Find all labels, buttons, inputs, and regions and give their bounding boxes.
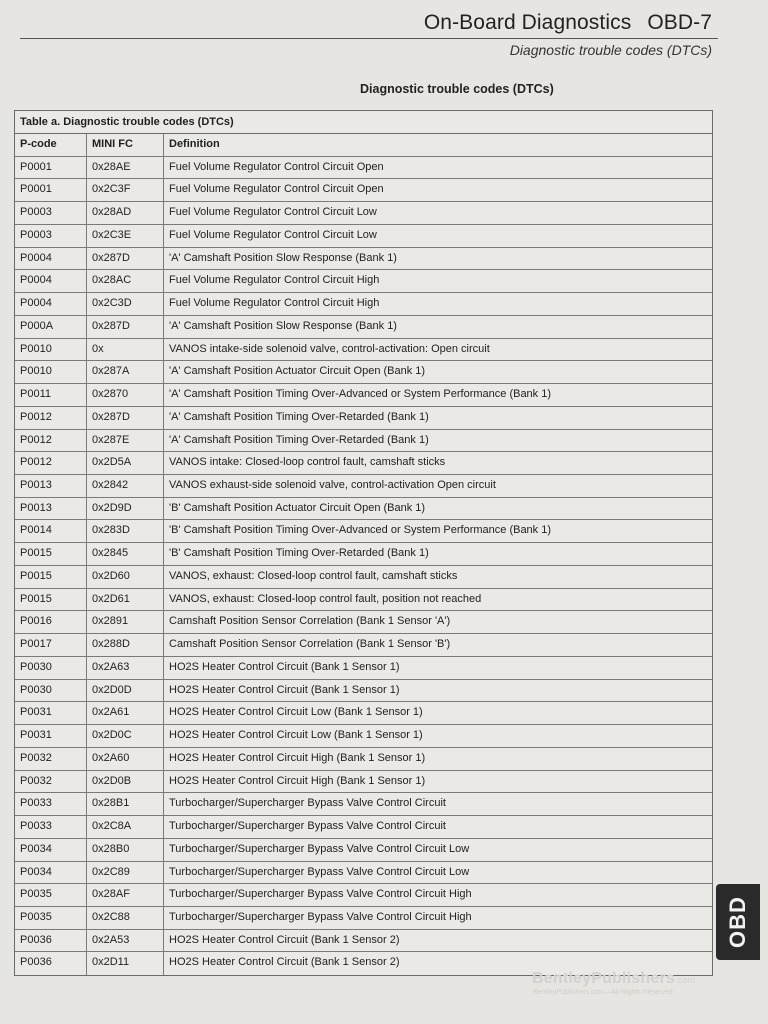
- table-row: [15, 316, 712, 339]
- cell-pcode: P0004: [15, 248, 87, 270]
- cell-pcode: P0013: [15, 498, 87, 520]
- cell-definition: 'B' Camshaft Position Timing Over-Advanced or System Performance (Bank 1): [169, 524, 552, 537]
- cell-pcode: P0031: [15, 725, 87, 747]
- cell-mini-fc: 0x2D60: [87, 566, 164, 588]
- table-row: [15, 270, 712, 293]
- table-row: [15, 680, 712, 703]
- cell-pcode: P0030: [15, 657, 87, 679]
- cell-definition: 'B' Camshaft Position Actuator Circuit Open (Bank 1): [169, 501, 426, 514]
- cell-mini-fc: 0x2A53: [87, 930, 164, 952]
- cell-definition: HO2S Heater Control Circuit Low (Bank 1 Sensor 1): [169, 706, 423, 719]
- cell-pcode: P0036: [15, 952, 87, 975]
- cell-definition: Camshaft Position Sensor Correlation (Bank 1 Sensor 'A'): [169, 615, 451, 628]
- cell-definition: VANOS exhaust-side solenoid valve, control-activation Open circuit: [169, 479, 496, 492]
- cell-definition: HO2S Heater Control Circuit (Bank 1 Sensor 1): [169, 683, 400, 696]
- cell-pcode: P0012: [15, 430, 87, 452]
- table-row: [15, 748, 712, 771]
- cell-mini-fc: 0x287D: [87, 407, 164, 429]
- cell-pcode: P0033: [15, 816, 87, 838]
- table-row: [15, 566, 712, 589]
- cell-mini-fc: 0x28AF: [87, 884, 164, 906]
- cell-pcode: P0031: [15, 702, 87, 724]
- table-row: [15, 930, 712, 953]
- cell-mini-fc: 0x28AC: [87, 270, 164, 292]
- cell-mini-fc: 0x2D0D: [87, 680, 164, 702]
- cell-mini-fc: 0x2891: [87, 611, 164, 633]
- cell-pcode: P0016: [15, 611, 87, 633]
- cell-mini-fc: 0x2845: [87, 543, 164, 565]
- publisher-watermark: [532, 970, 695, 988]
- table-row: [15, 452, 712, 475]
- table-row: [15, 157, 712, 180]
- cell-definition: 'A' Camshaft Position Timing Over-Retarded (Bank 1): [169, 410, 429, 423]
- cell-mini-fc: 0x2C89: [87, 862, 164, 884]
- table-row: [15, 361, 712, 384]
- cell-pcode: P0001: [15, 179, 87, 201]
- cell-mini-fc: 0x2C3D: [87, 293, 164, 315]
- table-row: [15, 248, 712, 271]
- cell-pcode: P0010: [15, 361, 87, 383]
- cell-definition: 'A' Camshaft Position Timing Over-Retarded (Bank 1): [169, 433, 429, 446]
- cell-pcode: P0032: [15, 748, 87, 770]
- cell-definition: Fuel Volume Regulator Control Circuit High: [169, 274, 380, 287]
- chapter-title: On-Board Diagnostics: [423, 11, 632, 34]
- table-row: [15, 543, 712, 566]
- cell-definition: Fuel Volume Regulator Control Circuit Low: [169, 206, 377, 219]
- cell-definition: Turbocharger/Supercharger Bypass Valve Control Circuit: [169, 797, 446, 810]
- table-row: [15, 634, 712, 657]
- cell-mini-fc: 0x2A63: [87, 657, 164, 679]
- cell-mini-fc: 0x2C8A: [87, 816, 164, 838]
- cell-mini-fc: 0x287E: [87, 430, 164, 452]
- table-header-row: [15, 134, 712, 157]
- cell-definition: Turbocharger/Supercharger Bypass Valve Control Circuit High: [169, 910, 472, 923]
- cell-pcode: P0032: [15, 771, 87, 793]
- cell-mini-fc: 0x2C88: [87, 907, 164, 929]
- cell-pcode: P0035: [15, 884, 87, 906]
- cell-pcode: P0013: [15, 475, 87, 497]
- section-tab-label: OBD: [725, 896, 751, 948]
- cell-mini-fc: 0x2D0B: [87, 771, 164, 793]
- page-header-title: [424, 11, 712, 35]
- cell-pcode: P0017: [15, 634, 87, 656]
- cell-pcode: P0034: [15, 839, 87, 861]
- cell-mini-fc: 0x287D: [87, 316, 164, 338]
- cell-definition: 'A' Camshaft Position Slow Response (Bank 1): [169, 251, 397, 264]
- cell-definition: 'A' Camshaft Position Slow Response (Bank 1): [169, 319, 397, 332]
- table-row: [15, 475, 712, 498]
- cell-definition: Turbocharger/Supercharger Bypass Valve Control Circuit High: [169, 888, 472, 901]
- cell-mini-fc: 0x2D11: [87, 952, 164, 975]
- cell-pcode: P0003: [15, 225, 87, 247]
- cell-pcode: P0015: [15, 543, 87, 565]
- table-row: [15, 793, 712, 816]
- cell-definition: Fuel Volume Regulator Control Circuit Open: [169, 183, 384, 196]
- header-divider: [20, 38, 718, 39]
- table-row: [15, 839, 712, 862]
- table-row: [15, 884, 712, 907]
- cell-definition: 'A' Camshaft Position Actuator Circuit Open (Bank 1): [169, 365, 426, 378]
- cell-definition: Fuel Volume Regulator Control Circuit Open: [169, 160, 384, 173]
- cell-mini-fc: 0x288D: [87, 634, 164, 656]
- cell-definition: 'B' Camshaft Position Timing Over-Retarded (Bank 1): [169, 547, 429, 560]
- table-row: [15, 520, 712, 543]
- cell-definition: VANOS, exhaust: Closed-loop control fault, position not reached: [169, 592, 482, 605]
- cell-mini-fc: 0x2C3F: [87, 179, 164, 201]
- table-row: [15, 862, 712, 885]
- cell-mini-fc: 0x28B0: [87, 839, 164, 861]
- table-row: [15, 407, 712, 430]
- watermark-name: BentleyPublishers: [532, 970, 676, 987]
- cell-pcode: P0015: [15, 589, 87, 611]
- table-row: [15, 771, 712, 794]
- cell-pcode: P0034: [15, 862, 87, 884]
- table-row: [15, 430, 712, 453]
- cell-pcode: P0015: [15, 566, 87, 588]
- table-row: [15, 657, 712, 680]
- cell-definition: VANOS intake-side solenoid valve, control-activation: Open circuit: [169, 342, 490, 355]
- cell-mini-fc: 0x: [87, 339, 164, 361]
- column-header-definition: Definition: [169, 138, 220, 150]
- cell-pcode: P0004: [15, 293, 87, 315]
- cell-pcode: P0035: [15, 907, 87, 929]
- column-header-mini-fc: MINI FC: [87, 134, 164, 156]
- table-row: [15, 702, 712, 725]
- table-row: [15, 611, 712, 634]
- section-tab: [716, 884, 760, 960]
- table-row: [15, 907, 712, 930]
- table-caption: Table a. Diagnostic trouble codes (DTCs): [15, 111, 712, 134]
- cell-definition: HO2S Heater Control Circuit (Bank 1 Sensor 1): [169, 660, 400, 673]
- cell-mini-fc: 0x2A60: [87, 748, 164, 770]
- cell-mini-fc: 0x2D61: [87, 589, 164, 611]
- cell-pcode: P0012: [15, 452, 87, 474]
- watermark-rights-line: BentleyPublishers.com—All Rights Reserved: [533, 989, 673, 996]
- column-header-pcode: P-code: [15, 134, 87, 156]
- cell-definition: VANOS intake: Closed-loop control fault, camshaft sticks: [169, 456, 446, 469]
- table-row: [15, 202, 712, 225]
- table-row: [15, 293, 712, 316]
- cell-pcode: P0010: [15, 339, 87, 361]
- section-title: Diagnostic trouble codes (DTCs): [360, 82, 554, 96]
- cell-pcode: P0011: [15, 384, 87, 406]
- cell-mini-fc: 0x283D: [87, 520, 164, 542]
- table-row: [15, 498, 712, 521]
- table-row: [15, 179, 712, 202]
- table-row: [15, 725, 712, 748]
- page-subtitle: Diagnostic trouble codes (DTCs): [509, 42, 712, 58]
- cell-mini-fc: 0x28B1: [87, 793, 164, 815]
- cell-mini-fc: 0x28AD: [87, 202, 164, 224]
- cell-pcode: P0036: [15, 930, 87, 952]
- cell-mini-fc: 0x287D: [87, 248, 164, 270]
- cell-definition: Camshaft Position Sensor Correlation (Bank 1 Sensor 'B'): [169, 638, 451, 651]
- cell-definition: Turbocharger/Supercharger Bypass Valve Control Circuit Low: [169, 865, 470, 878]
- cell-mini-fc: 0x28AE: [87, 157, 164, 179]
- cell-mini-fc: 0x2A61: [87, 702, 164, 724]
- cell-definition: Turbocharger/Supercharger Bypass Valve Control Circuit Low: [169, 842, 470, 855]
- cell-definition: Turbocharger/Supercharger Bypass Valve Control Circuit: [169, 820, 446, 833]
- table-row: [15, 589, 712, 612]
- cell-pcode: P0030: [15, 680, 87, 702]
- page-code: OBD-7: [647, 11, 712, 34]
- cell-definition: HO2S Heater Control Circuit High (Bank 1 Sensor 1): [169, 751, 426, 764]
- cell-pcode: P0003: [15, 202, 87, 224]
- cell-pcode: P0012: [15, 407, 87, 429]
- cell-definition: Fuel Volume Regulator Control Circuit High: [169, 297, 380, 310]
- cell-pcode: P0004: [15, 270, 87, 292]
- cell-definition: VANOS, exhaust: Closed-loop control fault, camshaft sticks: [169, 569, 458, 582]
- cell-mini-fc: 0x2C3E: [87, 225, 164, 247]
- cell-mini-fc: 0x2D9D: [87, 498, 164, 520]
- cell-definition: Fuel Volume Regulator Control Circuit Low: [169, 228, 377, 241]
- watermark-suffix: .com: [675, 975, 696, 985]
- cell-pcode: P0033: [15, 793, 87, 815]
- cell-mini-fc: 0x2D5A: [87, 452, 164, 474]
- cell-mini-fc: 0x287A: [87, 361, 164, 383]
- cell-pcode: P0001: [15, 157, 87, 179]
- cell-definition: HO2S Heater Control Circuit (Bank 1 Sensor 2): [169, 956, 400, 969]
- cell-definition: 'A' Camshaft Position Timing Over-Advanced or System Performance (Bank 1): [169, 388, 552, 401]
- dtc-table: [14, 110, 713, 976]
- cell-definition: HO2S Heater Control Circuit High (Bank 1 Sensor 1): [169, 774, 426, 787]
- cell-definition: HO2S Heater Control Circuit (Bank 1 Sensor 2): [169, 933, 400, 946]
- cell-definition: HO2S Heater Control Circuit Low (Bank 1 Sensor 1): [169, 729, 423, 742]
- cell-mini-fc: 0x2842: [87, 475, 164, 497]
- table-row: [15, 339, 712, 362]
- cell-pcode: P000A: [15, 316, 87, 338]
- table-body: [15, 157, 712, 975]
- table-row: [15, 816, 712, 839]
- cell-mini-fc: 0x2D0C: [87, 725, 164, 747]
- table-row: [15, 384, 712, 407]
- cell-mini-fc: 0x2870: [87, 384, 164, 406]
- table-row: [15, 225, 712, 248]
- cell-pcode: P0014: [15, 520, 87, 542]
